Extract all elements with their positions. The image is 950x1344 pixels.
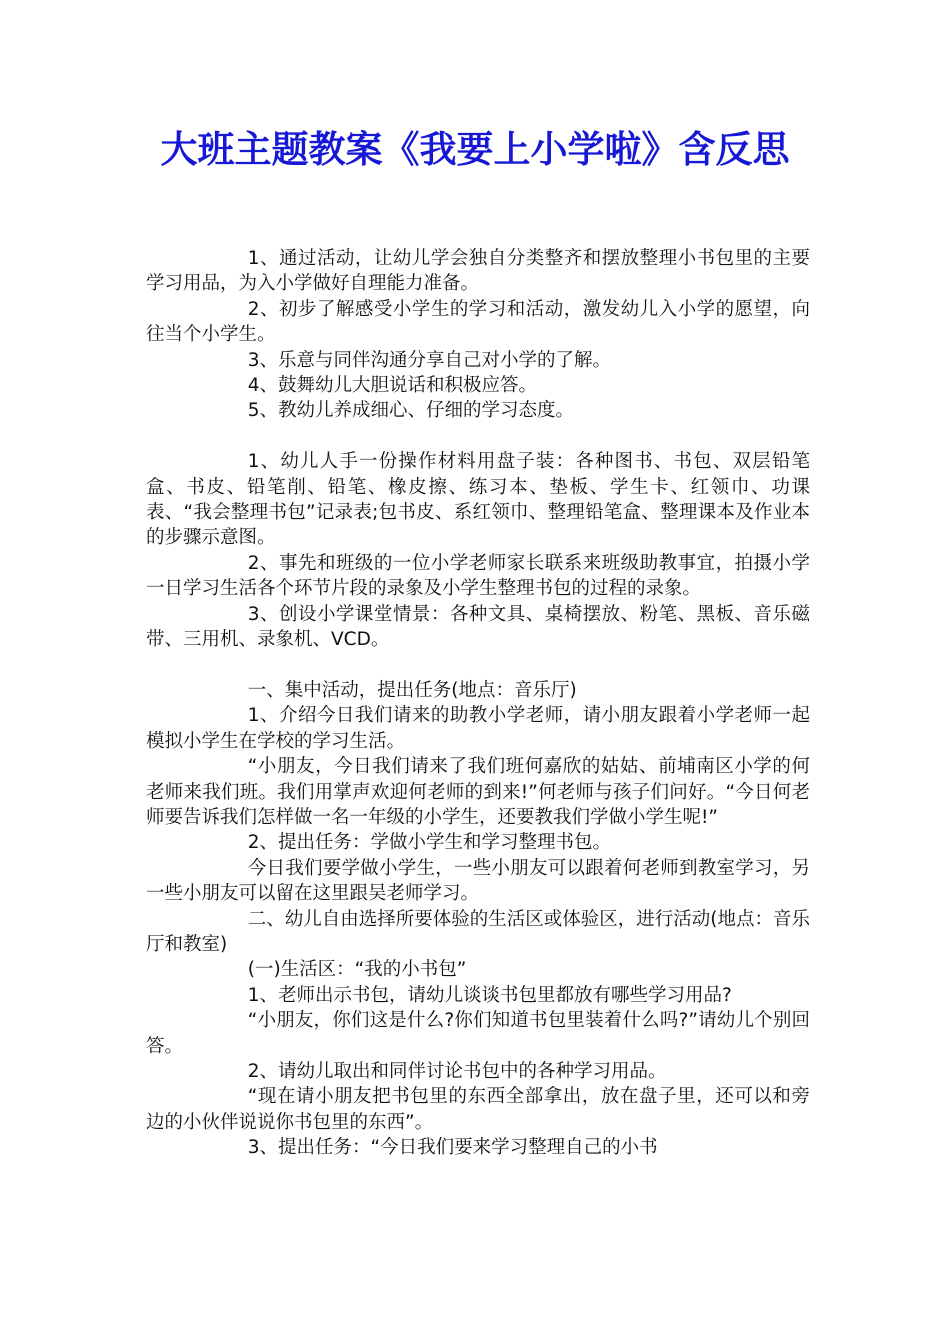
paragraph: 二、幼儿自由选择所要体验的生活区或体验区，进行活动(地点：音乐厅和教室) xyxy=(146,908,810,955)
paragraph: 1、通过活动，让幼儿学会独自分类整齐和摆放整理小书包里的主要学习用品，为入小学做好自理能力准备。 xyxy=(146,248,810,295)
paragraph: (一)生活区：“我的小书包” xyxy=(247,959,467,981)
paragraph: 今日我们要学做小学生，一些小朋友可以跟着何老师到教室学习，另一些小朋友可以留在这里跟吴老师学习。 xyxy=(146,857,810,905)
paragraph: “小朋友，今日我们请来了我们班何嘉欣的姑姑、前埔南区小学的何老师来我们班。我们用掌声欢迎何老师的到来!”何老师与孩子们问好。“今日何老师要告诉我们怎样做一名一年级的小学生，还要教我们学做小学生呢!” xyxy=(146,756,810,828)
paragraph: 5、教幼儿养成细心、仔细的学习态度。 xyxy=(247,400,575,422)
paragraph: 1、幼儿人手一份操作材料用盘子装：各种图书、书包、双层铅笔盒、书皮、铅笔削、铅笔、橡皮擦、练习本、垫板、学生卡、红领巾、功课表、“我会整理书包”记录表;包书皮、系红领巾、整理铅笔盒、整理课本及作业本的步骤示意图。 xyxy=(146,451,810,549)
paragraph-spacer xyxy=(146,652,810,677)
paragraph: 3、提出任务：“今日我们要来学习整理自己的小书 xyxy=(247,1137,658,1159)
paragraph: 1、老师出示书包，请幼儿谈谈书包里都放有哪些学习用品? xyxy=(247,984,732,1006)
paragraph-spacer xyxy=(146,424,810,449)
paragraph: “现在请小朋友把书包里的东西全部拿出，放在盘子里，还可以和旁边的小伙伴说说你书包里的东西”。 xyxy=(146,1086,810,1133)
paragraph: 3、创设小学课堂情景：各种文具、桌椅摆放、粉笔、黑板、音乐磁带、三用机、录象机、VCD。 xyxy=(146,603,810,651)
paragraph: 2、初步了解感受小学生的学习和活动，激发幼儿入小学的愿望，向往当个小学生。 xyxy=(146,298,810,346)
paragraph: 2、请幼儿取出和同伴讨论书包中的各种学习用品。 xyxy=(247,1060,667,1082)
paragraph: 一、集中活动，提出任务(地点：音乐厅) xyxy=(247,679,577,701)
paragraph: 4、鼓舞幼儿大胆说话和积极应答。 xyxy=(247,375,538,397)
document-title: 大班主题教案《我要上小学啦》含反思 xyxy=(160,128,790,171)
paragraph: 2、事先和班级的一位小学老师家长联系来班级助教事宜，拍摄小学一日学习生活各个环节片段的录象及小学生整理书包的过程的录象。 xyxy=(146,552,810,600)
paragraph: 2、提出任务：学做小学生和学习整理书包。 xyxy=(247,832,612,854)
paragraph: 3、乐意与同伴沟通分享自己对小学的了解。 xyxy=(247,349,612,371)
document-body xyxy=(146,246,810,1161)
paragraph: “小朋友，你们这是什么?你们知道书包里装着什么吗?”请幼儿个别回答。 xyxy=(146,1010,810,1057)
paragraph: 1、介绍今日我们请来的助教小学老师，请小朋友跟着小学老师一起模拟小学生在学校的学习生活。 xyxy=(146,705,810,752)
